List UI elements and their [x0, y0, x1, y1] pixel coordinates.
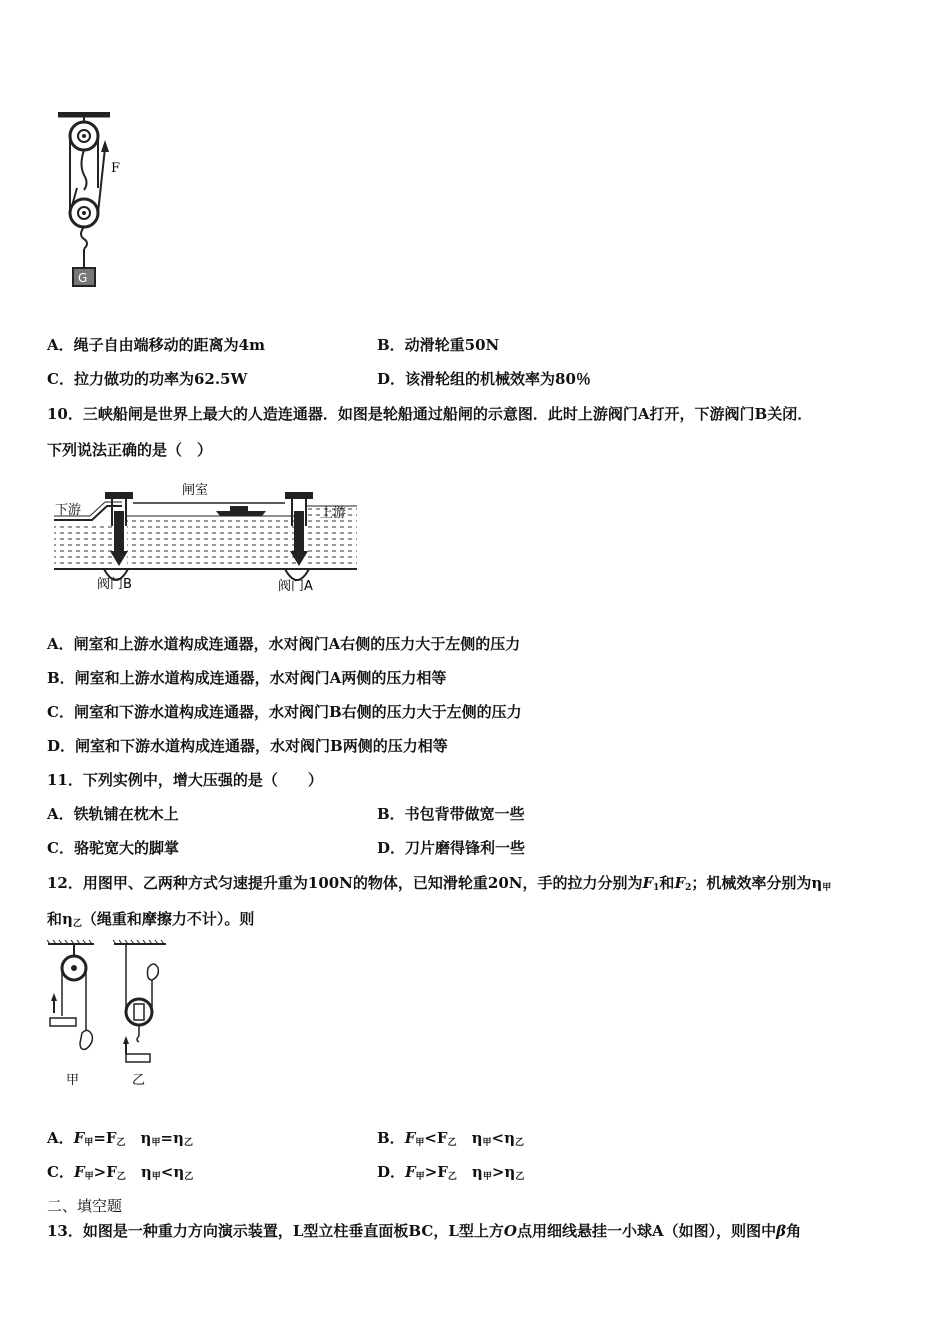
q13-text-3: 角 [786, 1222, 802, 1240]
operator: =η [160, 1129, 184, 1147]
q11-option-a: A．铁轨铺在枕木上 [47, 805, 179, 823]
q10-option-a: A．闸室和上游水道构成连通器，水对阀门A右侧的压力大于左侧的压力 [47, 635, 521, 653]
q13-stem [47, 1221, 801, 1241]
sub-yi: 乙 [116, 1138, 126, 1148]
q12-stem-line1 [47, 873, 831, 898]
sub-yi: 乙 [183, 1138, 193, 1148]
operator: =F [93, 1129, 117, 1147]
point-o: O [503, 1222, 517, 1240]
q10-option-d: D．闸室和下游水道构成连通器，水对阀门B两侧的压力相等 [47, 737, 448, 755]
and-text: 和 [659, 874, 675, 892]
jia-label: 甲 [66, 1073, 80, 1088]
sub-1: 1 [653, 883, 660, 893]
f-symbol: F [405, 1163, 416, 1181]
upstream-label: 上游 [320, 506, 347, 521]
sub-jia: 甲 [415, 1138, 425, 1148]
chamber-label: 闸室 [182, 483, 209, 498]
eta-symbol: η [456, 1163, 483, 1181]
q12-stem-text-4: （绳重和摩擦力不计）。则 [81, 910, 255, 928]
q12-option-b [377, 1128, 524, 1153]
weight-label: G [78, 271, 88, 285]
q9-option-c: C．拉力做功的功率为62.5W [47, 370, 248, 388]
option-letter: C． [47, 1163, 74, 1181]
eta-symbol: η [125, 1163, 152, 1181]
operator: >F [424, 1163, 448, 1181]
eta-symbol: η [456, 1129, 483, 1147]
sub-jia: 甲 [151, 1138, 161, 1148]
sub-yi: 乙 [447, 1138, 457, 1148]
operator: <F [424, 1129, 448, 1147]
sub-jia: 甲 [84, 1172, 94, 1182]
q12-stem-text-1: 12．用图甲、乙两种方式匀速提升重为100N的物体，已知滑轮重20N，手的拉力分别为 [47, 874, 643, 892]
sub-yi: 乙 [447, 1172, 457, 1182]
q13-text-1: 13．如图是一种重力方向演示装置，L型立柱垂直面板BC，L型上方 [47, 1222, 504, 1240]
sub-2: 2 [685, 883, 692, 893]
q11-option-b: B．书包背带做宽一些 [377, 805, 525, 823]
option-letter: A． [47, 1129, 74, 1147]
sub-jia: 甲 [822, 883, 832, 893]
q11-option-c: C．骆驼宽大的脚掌 [47, 839, 179, 857]
sub-yi: 乙 [72, 919, 82, 929]
sub-yi: 乙 [515, 1172, 525, 1182]
q10-option-b: B．闸室和上游水道构成连通器，水对阀门A两侧的压力相等 [47, 669, 447, 687]
q12-option-c [47, 1162, 193, 1187]
option-letter: D． [377, 1163, 406, 1181]
operator: <η [160, 1163, 185, 1181]
f-symbol: F [73, 1163, 85, 1181]
q12-option-a [47, 1128, 193, 1153]
q12-stem-text-3: 和η [47, 910, 73, 928]
operator: <η [491, 1129, 515, 1147]
operator: >F [93, 1163, 117, 1181]
sub-jia: 甲 [415, 1172, 425, 1182]
sub-yi: 乙 [116, 1172, 126, 1182]
sub-jia: 甲 [151, 1172, 161, 1182]
sub-jia: 甲 [482, 1138, 492, 1148]
eta-symbol: η [125, 1129, 152, 1147]
downstream-label: 下游 [55, 503, 82, 518]
q10-stem-line2: 下列说法正确的是（ ） [47, 441, 213, 459]
force-label: F [111, 161, 121, 176]
pulley-comparison-figure [44, 938, 174, 1088]
f-symbol-2: F [674, 874, 686, 892]
pulley-block-figure [55, 108, 135, 293]
f-symbol: F [404, 1129, 416, 1147]
q11-stem: 11．下列实例中，增大压强的是（ ） [47, 771, 323, 789]
q12-option-d [377, 1162, 524, 1187]
q13-text-2: 点用细线悬挂一小球A（如图），则图中 [516, 1222, 777, 1240]
sub-jia: 甲 [482, 1172, 492, 1182]
option-letter: B． [377, 1129, 405, 1147]
sub-yi: 乙 [184, 1172, 194, 1182]
sub-yi: 乙 [515, 1138, 525, 1148]
q12-stem-line2 [47, 909, 254, 934]
f-symbol: F [73, 1129, 85, 1147]
q12-stem-text-2: ；机械效率分别为η [691, 874, 823, 892]
q10-stem-line1: 10．三峡船闸是世界上最大的人造连通器．如图是轮船通过船闸的示意图．此时上游阀门A打开，下游阀门B关闭． [47, 405, 813, 423]
operator: >η [491, 1163, 516, 1181]
q10-option-c: C．闸室和下游水道构成连通器，水对阀门B右侧的压力大于左侧的压力 [47, 703, 522, 721]
q11-option-d: D．刀片磨得锋利一些 [377, 839, 526, 857]
yi-label: 乙 [132, 1073, 146, 1088]
beta-symbol: β [776, 1222, 787, 1240]
q9-option-d: D．该滑轮组的机械效率为80％ [377, 370, 591, 388]
f-symbol: F [642, 874, 654, 892]
q9-option-b: B．动滑轮重50N [377, 336, 500, 354]
valve-a-label: 阀门A [278, 579, 313, 594]
section-heading: 二、填空题 [47, 1197, 123, 1215]
valve-b-label: 阀门B [97, 577, 132, 592]
ship-lock-figure [52, 476, 362, 601]
sub-jia: 甲 [84, 1138, 94, 1148]
q9-option-a: A．绳子自由端移动的距离为4m [47, 336, 265, 354]
